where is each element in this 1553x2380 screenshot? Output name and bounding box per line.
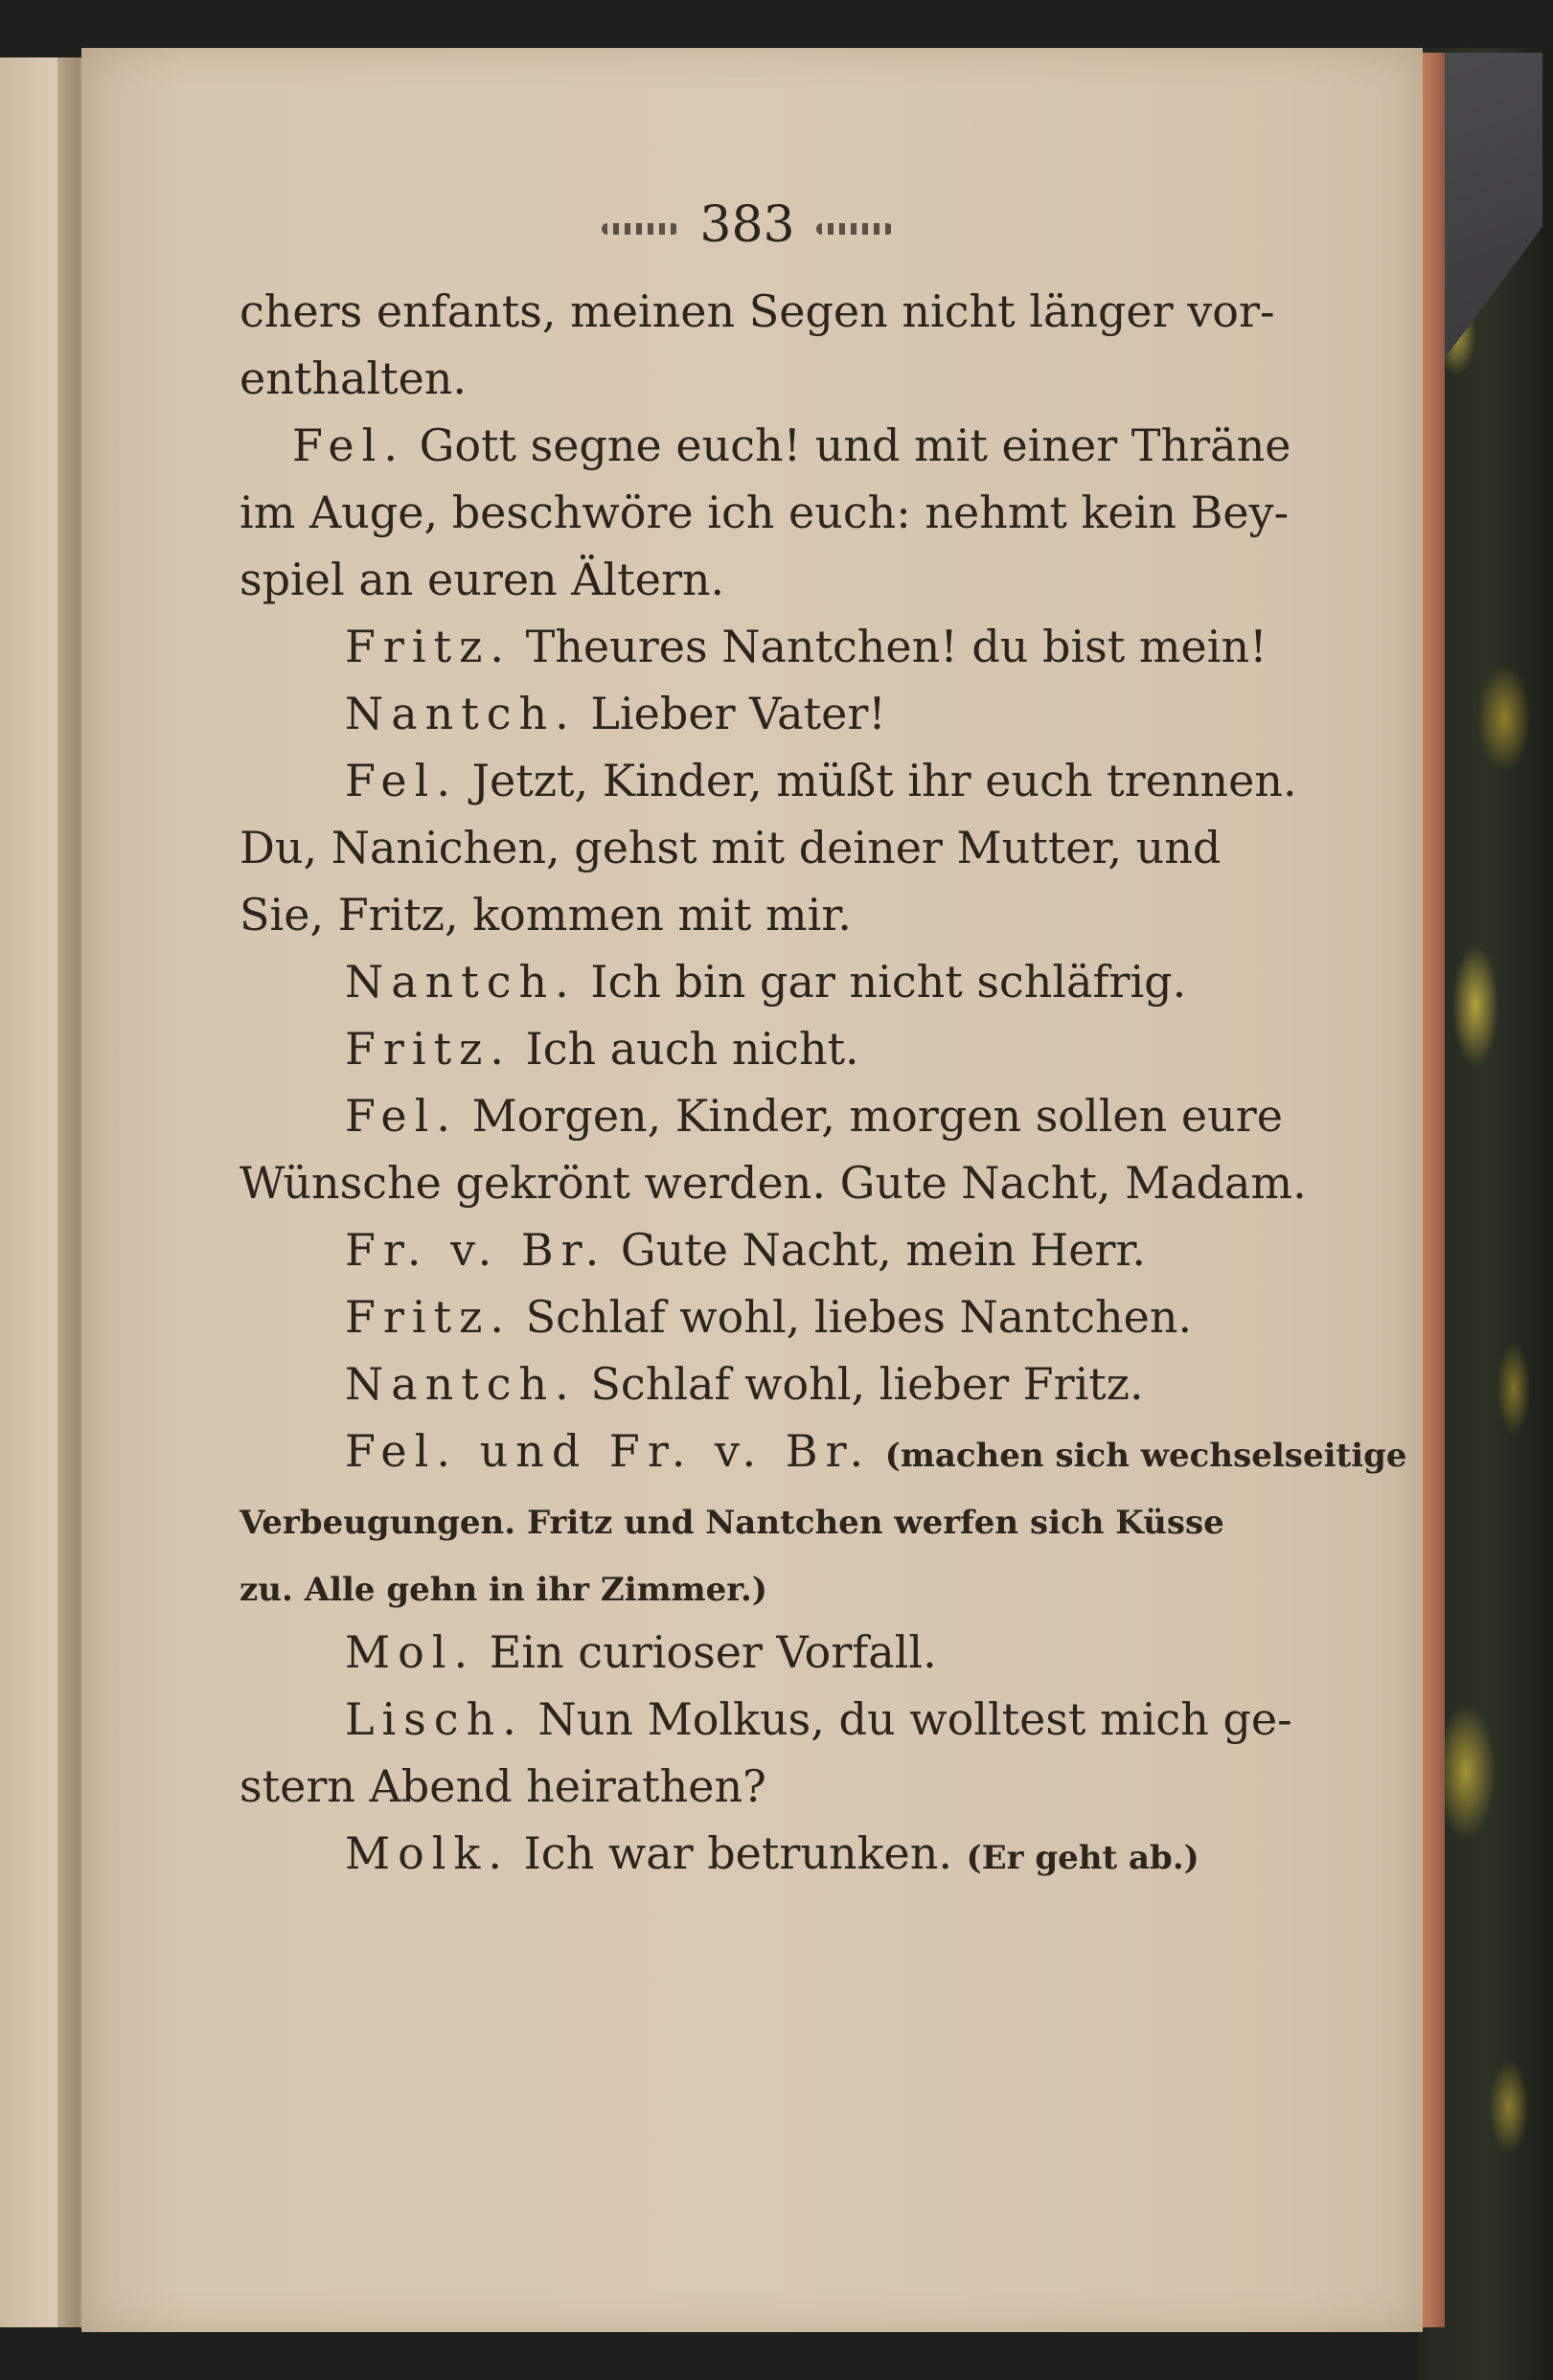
- text-line: [240, 1552, 1289, 1619]
- page-text: [240, 278, 1407, 1887]
- speaker-name: Fritz.: [345, 1291, 512, 1343]
- speaker-name: Fritz.: [345, 1023, 512, 1075]
- speaker-name: Nantch.: [345, 688, 577, 739]
- ornament-left-icon: [602, 223, 678, 235]
- stage-direction: (machen sich wechselseitige: [884, 1437, 1407, 1475]
- speaker-name: Molk.: [345, 1827, 511, 1879]
- speaker-name: Fel.: [345, 1090, 458, 1142]
- text-line: spiel an euren Ältern.: [240, 554, 725, 605]
- speaker-name: Nantch.: [345, 1358, 577, 1410]
- text-line: chers enfants, meinen Segen nicht länger vor-: [240, 285, 1275, 337]
- stage-direction: (Er geht ab.): [966, 1839, 1199, 1877]
- text-line: Fel. Jetzt, Kinder, müßt ihr euch trennen.: [345, 755, 1297, 806]
- text-line: Lisch. Nun Molkus, du wolltest mich ge-: [345, 1693, 1292, 1745]
- speaker-name: Lisch.: [345, 1693, 524, 1745]
- text-line: Fritz. Schlaf wohl, liebes Nantchen.: [345, 1291, 1193, 1343]
- speaker-name: Fel.: [345, 755, 458, 806]
- page-header: [479, 196, 1016, 254]
- text-line: Sie, Fritz, kommen mit mir.: [240, 889, 852, 941]
- text-line: [240, 1485, 1289, 1552]
- text-line: Fel. Morgen, Kinder, morgen sollen eure: [345, 1090, 1283, 1142]
- ornament-right-icon: [816, 223, 893, 235]
- text-line: Mol. Ein curioser Vorfall.: [345, 1626, 937, 1678]
- page-number: 383: [699, 196, 795, 254]
- text-line: Nantch. Lieber Vater!: [345, 688, 886, 739]
- text-line: [240, 1417, 1407, 1485]
- text-line: enthalten.: [240, 352, 468, 404]
- text-line: Du, Nanichen, gehst mit deiner Mutter, und: [240, 822, 1222, 873]
- text-line: Wünsche gekrönt werden. Gute Nacht, Madam.: [240, 1157, 1307, 1209]
- text-line: Fr. v. Br. Gute Nacht, mein Herr.: [345, 1224, 1147, 1276]
- speaker-name: Nantch.: [345, 956, 577, 1008]
- text-line: stern Abend heirathen?: [240, 1760, 766, 1812]
- text-line: Nantch. Ich bin gar nicht schläfrig.: [345, 956, 1187, 1008]
- text-line: Molk. Ich war betrunken. (Er geht ab.): [345, 1827, 1199, 1879]
- text-line: Fritz. Theures Nantchen! du bist mein!: [345, 621, 1268, 672]
- stage-direction: zu. Alle gehn in ihr Zimmer.): [240, 1571, 767, 1609]
- text-line: Fritz. Ich auch nicht.: [345, 1023, 859, 1075]
- text-line: Fel. Gott segne euch! und mit einer Thräne: [292, 419, 1291, 471]
- speaker-name: Fr. v. Br.: [345, 1224, 607, 1276]
- text-line: Nantch. Schlaf wohl, lieber Fritz.: [345, 1358, 1144, 1410]
- speaker-name: Fritz.: [345, 621, 512, 672]
- speaker-name: Mol.: [345, 1626, 476, 1678]
- speaker-name: Fel.: [292, 419, 405, 471]
- speaker-name: Fel. und Fr. v. Br.: [345, 1425, 872, 1477]
- text-line: im Auge, beschwöre ich euch: nehmt kein Bey-: [240, 487, 1290, 538]
- stage-direction: Verbeugungen. Fritz und Nantchen werfen sich Küsse: [240, 1504, 1224, 1542]
